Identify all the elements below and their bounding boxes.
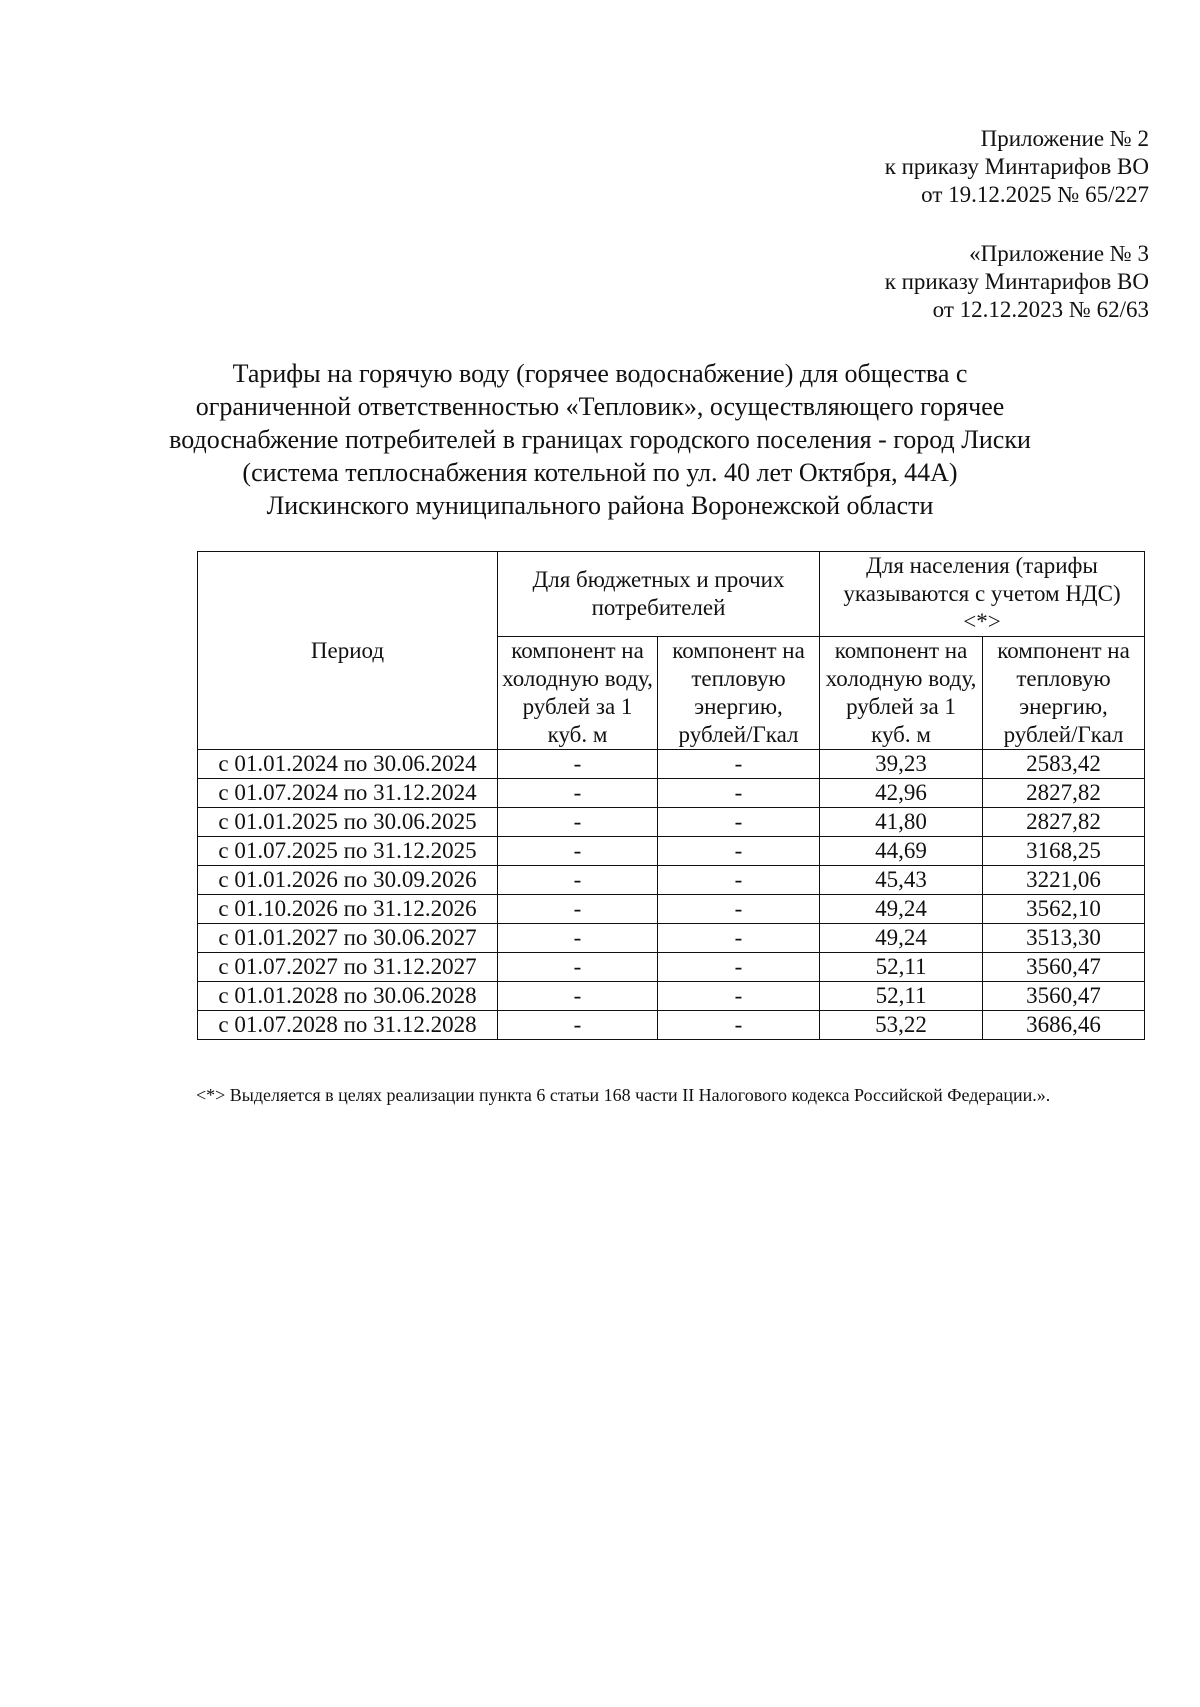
budget-heat-cell: - — [658, 1011, 820, 1040]
population-cold-cell: 52,11 — [820, 982, 983, 1011]
budget-cold-cell: - — [498, 924, 658, 953]
table-row — [198, 982, 1145, 1011]
budget-heat-energy-header: компонент на тепловую энергию, рублей/Гкал — [658, 637, 820, 750]
title-line: ограниченной ответственностью «Тепловик», осуществляющего горячее — [195, 392, 1005, 421]
tariff-table — [197, 551, 1145, 1040]
period-cell: с 01.01.2025 по 30.06.2025 — [198, 808, 498, 837]
budget-cold-cell: - — [498, 779, 658, 808]
appendix-line: Приложение № 2 — [980, 126, 1149, 151]
period-cell: с 01.01.2027 по 30.06.2027 — [198, 924, 498, 953]
period-cell: с 01.07.2028 по 31.12.2028 — [198, 1011, 498, 1040]
population-heat-energy-header: компонент на тепловую энергию, рублей/Гкал — [983, 637, 1145, 750]
population-heat-cell: 3686,46 — [983, 1011, 1145, 1040]
title-line: водоснабжение потребителей в границах городского поселения - город Лиски — [169, 425, 1031, 454]
budget-cold-water-header: компонент на холодную воду, рублей за 1 куб. м — [498, 637, 658, 750]
population-cold-cell: 45,43 — [820, 866, 983, 895]
title-line: Тарифы на горячую воду (горячее водоснабжение) для общества с — [232, 359, 968, 388]
population-heat-cell: 2827,82 — [983, 779, 1145, 808]
budget-heat-cell: - — [658, 837, 820, 866]
table-row — [198, 779, 1145, 808]
budget-cold-cell: - — [498, 837, 658, 866]
table-row — [198, 1011, 1145, 1040]
population-heat-cell: 3562,10 — [983, 895, 1145, 924]
population-cold-cell: 42,96 — [820, 779, 983, 808]
table-row — [198, 924, 1145, 953]
period-cell: с 01.07.2024 по 31.12.2024 — [198, 779, 498, 808]
population-heat-cell: 3560,47 — [983, 982, 1145, 1011]
budget-heat-cell: - — [658, 953, 820, 982]
period-cell: с 01.01.2026 по 30.09.2026 — [198, 866, 498, 895]
population-heat-cell: 2583,42 — [983, 750, 1145, 779]
population-cold-cell: 49,24 — [820, 895, 983, 924]
budget-cold-cell: - — [498, 895, 658, 924]
table-row — [198, 866, 1145, 895]
population-heat-cell: 3168,25 — [983, 837, 1145, 866]
title-line: Лискинского муниципального района Воронежской области — [266, 491, 934, 520]
period-cell: с 01.01.2028 по 30.06.2028 — [198, 982, 498, 1011]
appendix-reference-original — [729, 240, 1149, 324]
period-cell: с 01.10.2026 по 31.12.2026 — [198, 895, 498, 924]
table-row — [198, 837, 1145, 866]
appendix-line: к приказу Минтарифов ВО — [884, 154, 1149, 179]
budget-cold-cell: - — [498, 953, 658, 982]
budget-cold-cell: - — [498, 866, 658, 895]
population-cold-cell: 49,24 — [820, 924, 983, 953]
footnote: <*> Выделяется в целях реализации пункта 6 статьи 168 части II Налогового кодекса Российской Федерации.». — [196, 1085, 1051, 1105]
budget-heat-cell: - — [658, 866, 820, 895]
population-heat-cell: 2827,82 — [983, 808, 1145, 837]
population-cold-water-header: компонент на холодную воду, рублей за 1 куб. м — [820, 637, 983, 750]
budget-heat-cell: - — [658, 982, 820, 1011]
population-cold-cell: 44,69 — [820, 837, 983, 866]
budget-consumers-header: Для бюджетных и прочих потребителей — [498, 552, 820, 637]
budget-cold-cell: - — [498, 1011, 658, 1040]
budget-cold-cell: - — [498, 982, 658, 1011]
period-header: Период — [198, 552, 498, 750]
population-heat-cell: 3221,06 — [983, 866, 1145, 895]
table-row — [198, 895, 1145, 924]
table-row — [198, 750, 1145, 779]
appendix-line: «Приложение № 3 — [969, 241, 1149, 266]
budget-cold-cell: - — [498, 808, 658, 837]
population-heat-cell: 3560,47 — [983, 953, 1145, 982]
budget-heat-cell: - — [658, 808, 820, 837]
budget-heat-cell: - — [658, 779, 820, 808]
appendix-line: от 12.12.2023 № 62/63 — [932, 297, 1149, 322]
appendix-line: к приказу Минтарифов ВО — [884, 269, 1149, 294]
table-row — [198, 953, 1145, 982]
title-line: (система теплоснабжения котельной по ул. 40 лет Октября, 44А) — [242, 458, 958, 487]
population-cold-cell: 53,22 — [820, 1011, 983, 1040]
population-heat-cell: 3513,30 — [983, 924, 1145, 953]
period-cell: с 01.01.2024 по 30.06.2024 — [198, 750, 498, 779]
population-cold-cell: 39,23 — [820, 750, 983, 779]
table-row — [198, 808, 1145, 837]
budget-heat-cell: - — [658, 750, 820, 779]
population-cold-cell: 41,80 — [820, 808, 983, 837]
appendix-reference-current — [729, 125, 1149, 209]
appendix-line: от 19.12.2025 № 65/227 — [921, 182, 1149, 207]
period-cell: с 01.07.2025 по 31.12.2025 — [198, 837, 498, 866]
budget-cold-cell: - — [498, 750, 658, 779]
population-header: Для населения (тарифы указываются с учетом НДС) <*> — [820, 552, 1145, 637]
document-title — [150, 357, 1050, 522]
period-cell: с 01.07.2027 по 31.12.2027 — [198, 953, 498, 982]
budget-heat-cell: - — [658, 895, 820, 924]
budget-heat-cell: - — [658, 924, 820, 953]
population-cold-cell: 52,11 — [820, 953, 983, 982]
